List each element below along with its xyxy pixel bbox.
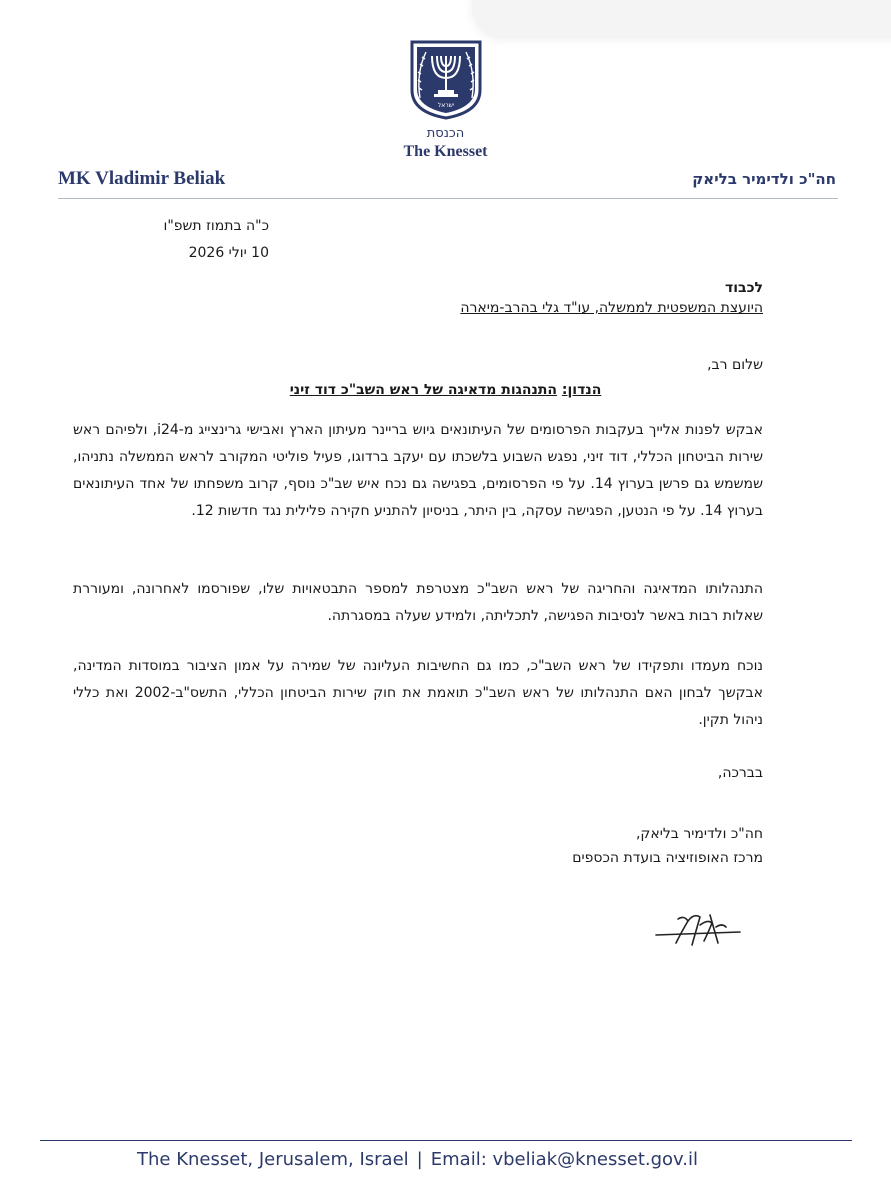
footer-divider [40,1140,852,1141]
footer [137,1149,698,1170]
hebrew-date: כ"ה בתמוז תשפ"ו [163,218,269,234]
footer-email[interactable]: Email: vbeliak@knesset.gov.il [430,1149,699,1170]
menorah-emblem-icon [406,38,486,120]
gregorian-date: 10 יולי 2026 [188,245,269,261]
footer-separator: | [416,1149,423,1170]
to-label: לכבוד [725,280,763,296]
body-paragraph-1: אבקש לפנות אלייך בעקבות הפרסומים של העיתונאים גיוש בריינר מעיתון הארץ ואבישי גרינצייג מ-i24, ולפיהם ראש שירות הביטחון הכללי, דוד זיני, נפגש השבוע בלשכתו עם יעקב ברדוגו, פעיל פוליטי המקורב לראש הממשלה נתניהו, שמשמש גם פרשן בערוץ 14. על פי הפרסומים, בפגישה גם נכח איש שב"כ נוסף, קרוב משפחתו של אחד העיתונאים בערוץ 14. על פי הנטען, הפגישה עסקה, בין היתר, בניסיון להתניע חקירה פלילית נגד חדשות 12. [73,422,763,519]
greeting: שלום רב, [707,357,763,373]
subject-line [0,382,891,398]
footer-address: The Knesset, Jerusalem, Israel [137,1149,409,1170]
emblem-text: ישראל [437,102,455,109]
handwritten-signature [648,905,748,955]
body-paragraph-3: נוכח מעמדו ותפקידו של ראש השב"כ, כמו גם החשיבות העליונה של שמירה על אמון הציבור במוסדות המדינה, אבקשך לבחון האם התנהלותו של ראש השב"כ תואמת את חוק שירות הביטחון הכללי, התשס"ב-2002 ואת כללי ניהול תקין. [73,658,763,728]
mk-name-english: MK Vladimir Beliak [58,168,226,189]
top-card [472,0,891,38]
signer-role: מרכז האופוזיציה בועדת הכספים [572,850,763,866]
body-paragraph-2: התנהלותו המדאיגה והחריגה של ראש השב"כ מצטרפת למספר התבטאויות שלו, שפורסמו לאחרונה, ומעוררת שאלות רבות באשר לנסיבות הפגישה, לתכליתה, ולמידע שעלה במסגרתה. [73,581,763,624]
signer-name: חה"כ ולדימיר בליאק, [635,826,763,842]
recipient: היועצת המשפטית לממשלה, עו"ד גלי בהרב-מיארה [460,300,763,316]
knesset-name-english: The Knesset [403,143,488,160]
mk-name-hebrew: חה"כ ולדימיר בליאק [692,170,836,188]
header-divider [58,198,838,199]
closing: בברכה, [717,765,763,781]
subject-text: התנהגות מדאיגה של ראש השב"כ דוד זיני [289,382,558,398]
knesset-name-hebrew: הכנסת [426,126,465,141]
subject-label: הנדון: [561,382,602,398]
